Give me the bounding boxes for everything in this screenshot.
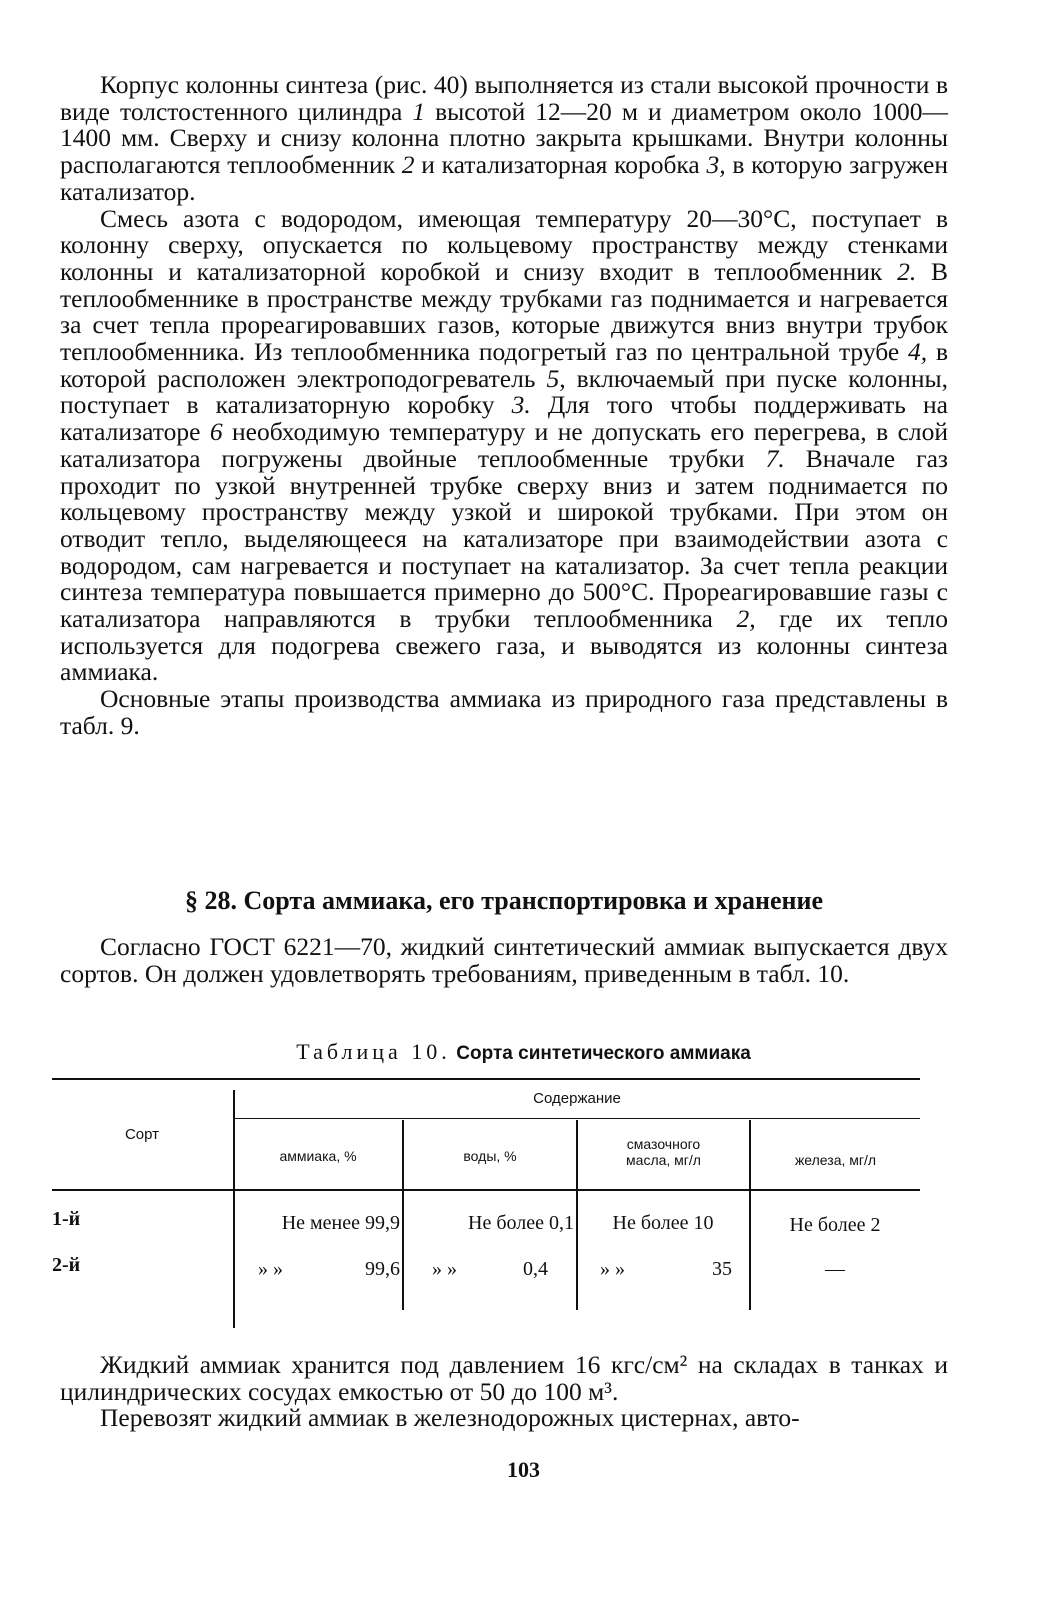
table-caption-title: Сорта синтетического аммиака xyxy=(456,1043,751,1064)
table-caption xyxy=(0,1039,1047,1065)
table-top-rule xyxy=(52,1078,920,1080)
paragraph: Корпус колонны синтеза (рис. 40) выполняется из стали высокой прочности в виде толстостенного цилиндра 1 высотой 12—20 м и диаметром около 1000—1400 мм. Сверху и снизу колонна плотно закрыта крышками. Внутри колонны располагаются теплообменник 2 и катализаторная коробка 3, в которую загружен катализатор. xyxy=(60,70,949,206)
table-caption-label: Таблица 10. xyxy=(296,1039,451,1064)
table-header-rule xyxy=(52,1189,920,1191)
cell-iron-2: — xyxy=(825,1258,845,1280)
cell-water-2-ditto: » » xyxy=(432,1258,457,1280)
cell-oil-1: Не более 10 xyxy=(612,1212,714,1234)
page-number: 103 xyxy=(507,1457,540,1482)
body-text-bottom xyxy=(60,1352,948,1432)
table-column-rule xyxy=(233,1090,235,1328)
cell-oil-2-ditto: » » xyxy=(600,1258,625,1280)
grades-table xyxy=(52,1078,920,1328)
cell-ammonia-1: Не менее 99,9 xyxy=(281,1212,400,1234)
header-iron: железа, мг/л xyxy=(794,1152,877,1168)
table-column-rule xyxy=(749,1120,751,1310)
header-sort: Сорт xyxy=(124,1126,160,1143)
paragraph: Жидкий аммиак хранится под давлением 16 кгс/см² на складах в танках и цилиндрических сосудах емкостью от 50 до 100 м³. xyxy=(60,1350,948,1406)
paragraph: Основные этапы производства аммиака из природного газа представлены в табл. 9. xyxy=(60,684,948,740)
header-oil: смазочного масла, мг/л xyxy=(626,1136,701,1168)
header-content-group: Содержание xyxy=(533,1090,621,1107)
table-group-rule xyxy=(234,1118,920,1119)
cell-ammonia-2: 99,6 xyxy=(365,1258,400,1280)
section-heading: § 28. Сорта аммиака, его транспортировка и хранение xyxy=(185,886,823,915)
body-text-middle xyxy=(60,934,948,987)
paragraph: Согласно ГОСТ 6221—70, жидкий синтетический аммиак выпускается двух сортов. Он должен удовлетворять требованиям, приведенным в табл. 10. xyxy=(60,932,948,988)
paragraph: Перевозят жидкий аммиак в железнодорожных цистернах, авто- xyxy=(100,1403,800,1433)
header-water: воды, % xyxy=(463,1148,517,1164)
cell-water-2: 0,4 xyxy=(523,1258,548,1280)
cell-water-1: Не более 0,1 xyxy=(468,1212,574,1234)
body-text-top xyxy=(60,72,948,740)
cell-oil-2: 35 xyxy=(712,1258,732,1280)
cell-iron-1: Не более 2 xyxy=(789,1214,881,1236)
row-sort-2: 2-й xyxy=(52,1254,81,1276)
cell-ammonia-2-ditto: » » xyxy=(258,1258,283,1280)
header-ammonia: аммиака, % xyxy=(279,1148,357,1164)
row-sort-1: 1-й xyxy=(52,1208,81,1230)
paragraph: Смесь азота с водородом, имеющая температуру 20—30°С, поступает в колонну сверху, опускается по кольцевому пространству между стенками колонны и катализаторной коробкой и снизу входит в теплообменник 2. В теплообменнике в пространстве между трубками газ поднимается и нагревается за счет тепла прореагировавших газов, которые движутся вниз внутри трубок теплообменника. Из теплообменника подогретый газ по центральной трубе 4, в которой расположен электроподогреватель 5, включаемый при пуске колонны, поступает в катализаторную коробку 3. Для того чтобы поддерживать на катализаторе 6 необходимую температуру и не допускать его перегрева, в слой катализатора погружены двойные теплообменные трубки 7. Вначале газ проходит по узкой внутренней трубке сверху вниз и затем поднимается по кольцевому пространству между узкой и широкой трубками. При этом он отводит тепло, выделяющееся на катализаторе при взаимодействии азота с водородом, сам нагревается и поступает на катализатор. За счет тепла реакции синтеза температура повышается примерно до 500°С. Прореагировавшие газы с катализатора направляются в трубки теплообменника 2, где их тепло используется для подогрева свежего газа, и выводятся из колонны синтеза аммиака. xyxy=(60,203,949,687)
